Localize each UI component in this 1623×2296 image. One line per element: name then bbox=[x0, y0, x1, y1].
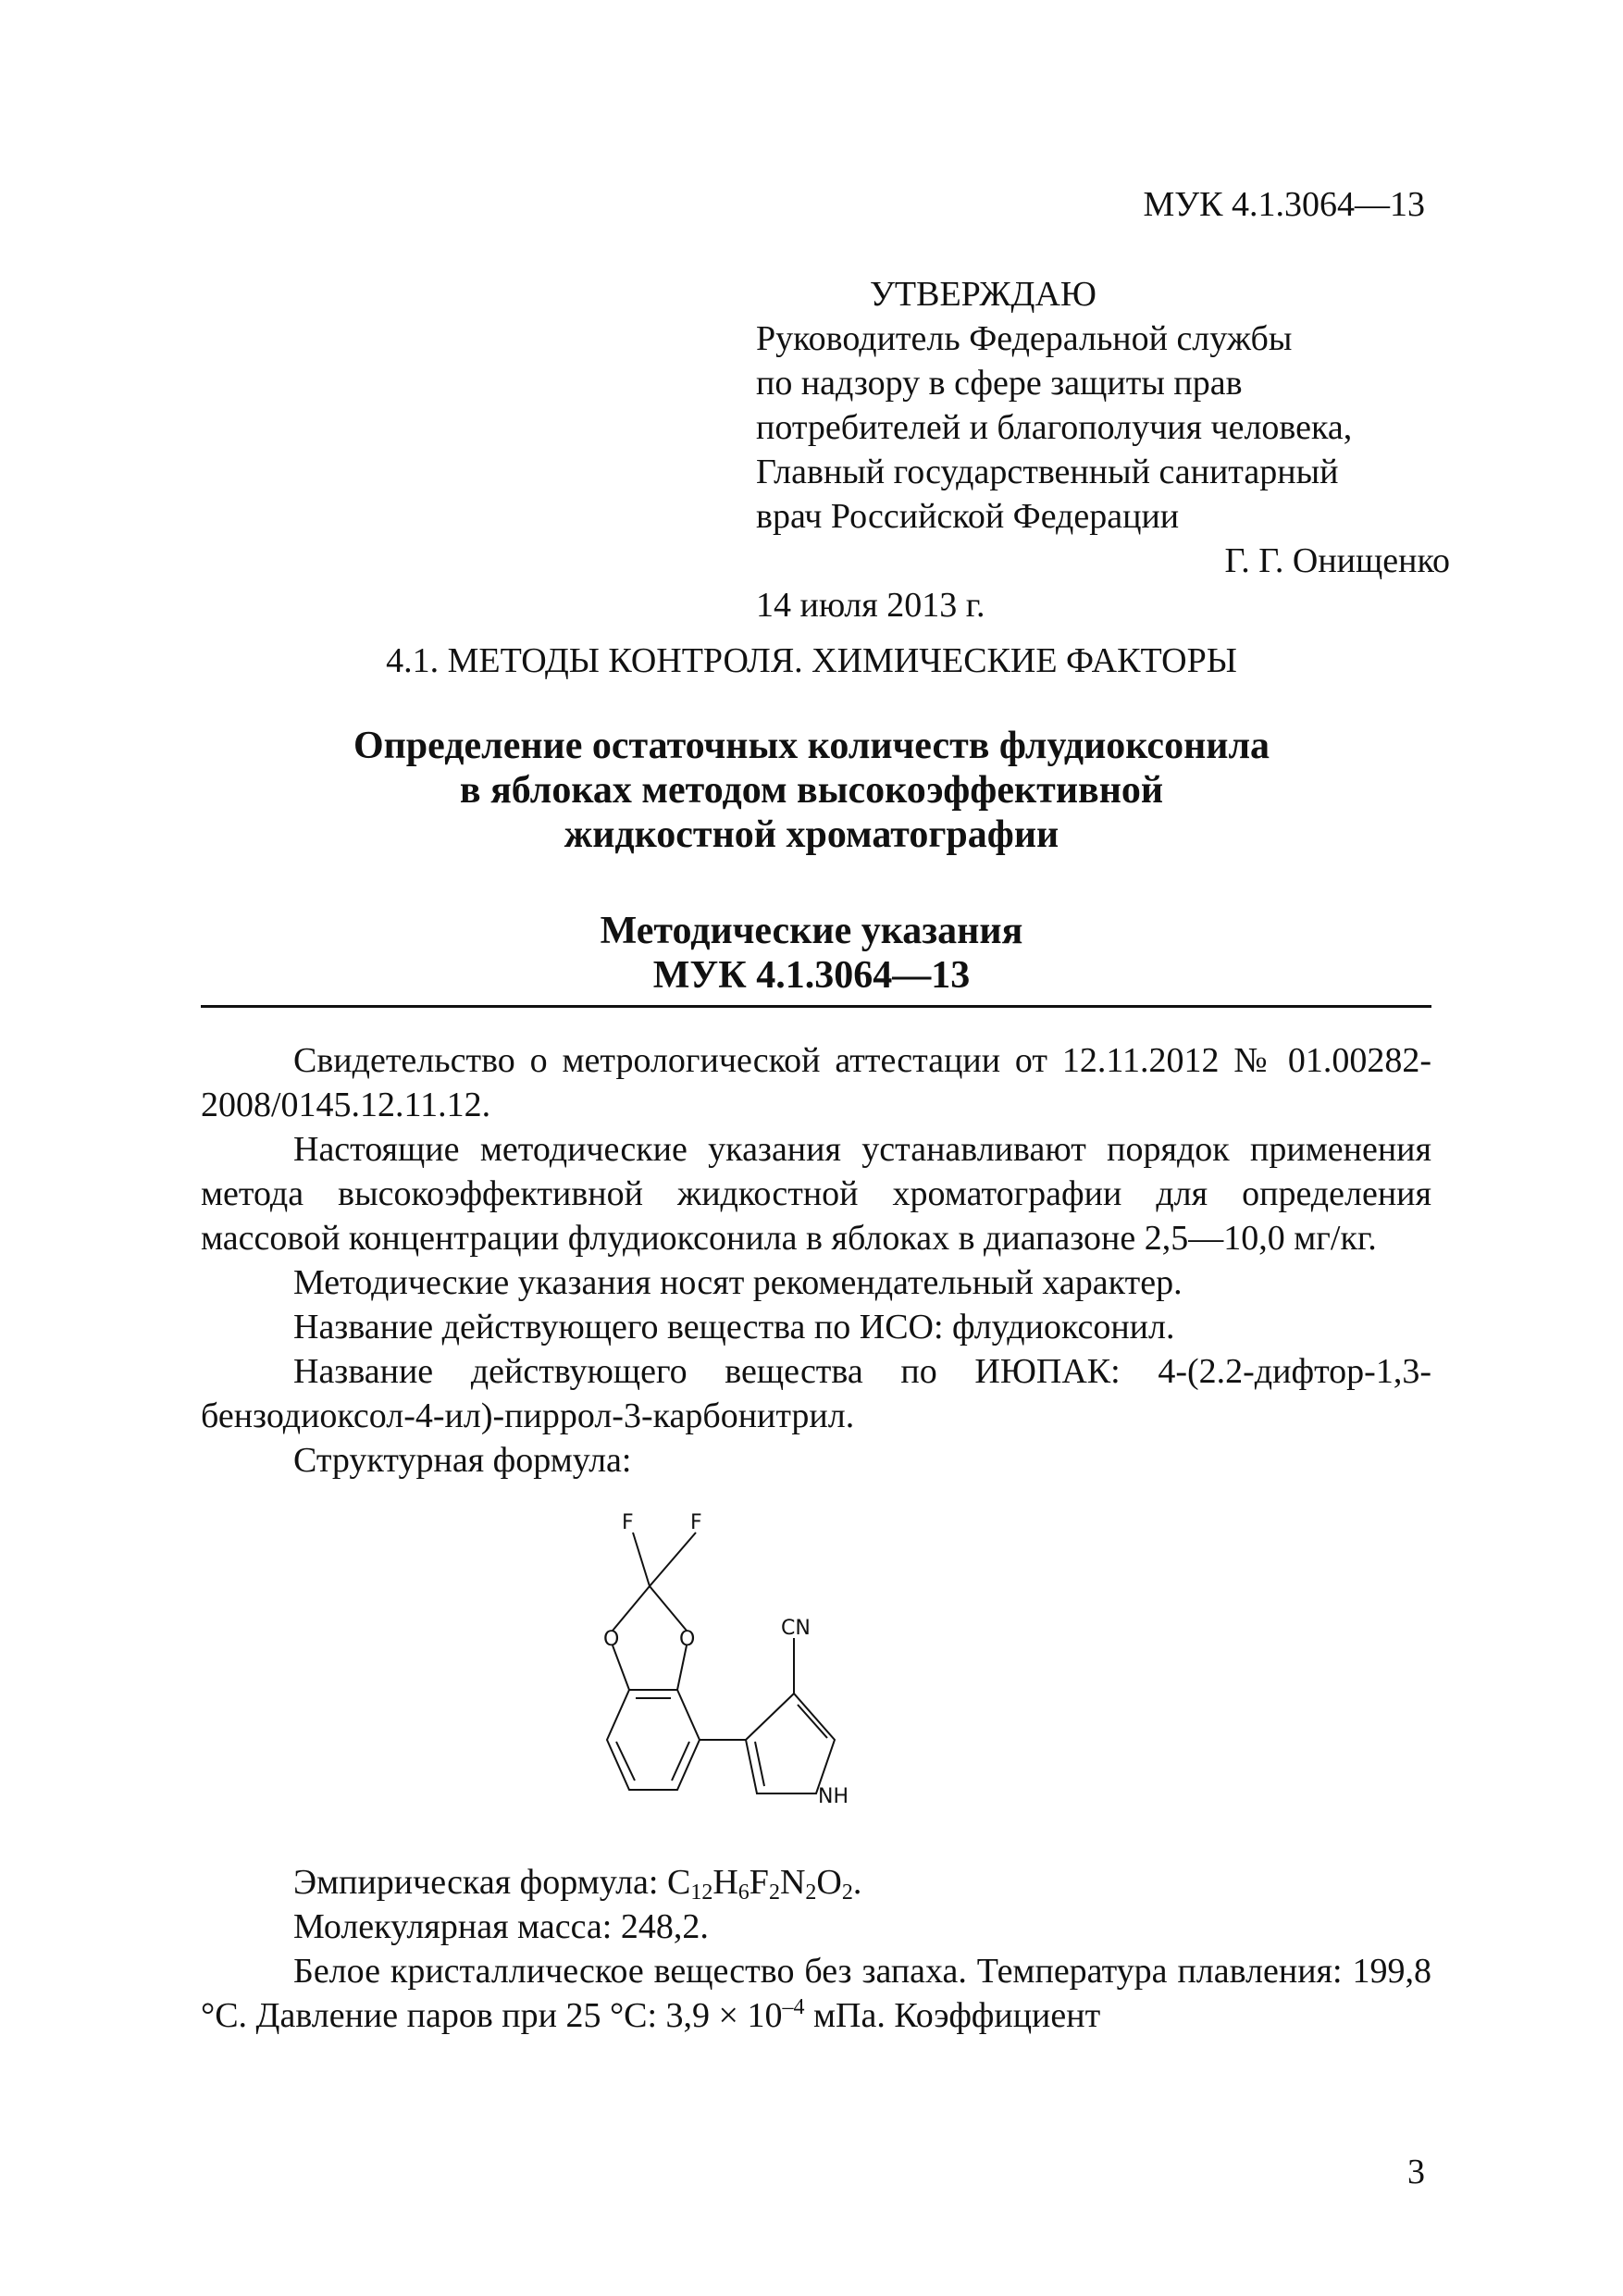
atom-label-f: F bbox=[622, 1511, 634, 1534]
formula-element: C bbox=[666, 1863, 691, 1902]
bond-c-f1 bbox=[633, 1533, 650, 1586]
subtitle-code: МУК 4.1.3064—13 bbox=[652, 954, 971, 997]
paragraph-iupac-name: Название действующего вещества по ИЮПАК: 4-(2.2-дифтор-1,3-бензодиоксол-4-ил)-пиррол-3-карбонитрил. bbox=[201, 1352, 1431, 1435]
document-subtitle bbox=[0, 909, 1623, 998]
paragraph-iso-name: Название действующего вещества по ИСО: флудиоксонил. bbox=[293, 1308, 1175, 1347]
approval-line: потребителей и благополучия человека, bbox=[756, 408, 1353, 447]
formula-element: F bbox=[749, 1863, 769, 1902]
paragraph-properties bbox=[201, 1949, 1431, 2038]
formula-subscript: 12 bbox=[690, 1880, 713, 1905]
formula-element: N bbox=[779, 1863, 806, 1902]
properties-text-end: мПа. Коэффициент bbox=[804, 1996, 1101, 2035]
title-line: Определение остаточных количеств флудиоксонила bbox=[353, 725, 1270, 767]
bond-c-o2 bbox=[650, 1586, 687, 1631]
formula-subscript: 6 bbox=[737, 1880, 750, 1905]
approval-line: по надзору в сфере защиты прав bbox=[756, 364, 1243, 403]
paragraph-structure-label: Структурная формула: bbox=[293, 1441, 632, 1480]
title-line: жидкостной хроматографии bbox=[564, 813, 1059, 856]
exponent: –4 bbox=[782, 1995, 805, 2019]
paragraph-scope: Настоящие методические указания устанавливают порядок применения метода высокоэффективной жидкостной хроматографии для определения массовой концентрации флудиоксонила в яблоках в диапазоне 2,5—10,0 мг/кг. bbox=[201, 1130, 1431, 1258]
paragraph-advisory: Методические указания носят рекомендательный характер. bbox=[293, 1263, 1183, 1302]
formula-end: . bbox=[852, 1863, 862, 1902]
body-text-continued bbox=[201, 1860, 1431, 2038]
atom-label-o: O bbox=[603, 1628, 620, 1651]
benzene-double-bond bbox=[616, 1742, 635, 1781]
atom-label-o: O bbox=[679, 1628, 696, 1651]
pyrrole-double-bond bbox=[798, 1705, 827, 1738]
bond-c-o1 bbox=[613, 1586, 650, 1631]
empirical-label: Эмпирическая формула: bbox=[293, 1863, 667, 1902]
properties-text: Белое кристаллическое вещество без запаха. Температура плавления: 199,8 °С. Давление паров при 25 °С: 3,9 × 10 bbox=[201, 1952, 1431, 2035]
section-heading: 4.1. МЕТОДЫ КОНТРОЛЯ. ХИМИЧЕСКИЕ ФАКТОРЫ bbox=[386, 641, 1237, 680]
group-label-cn: CN bbox=[781, 1617, 811, 1640]
formula-subscript: 2 bbox=[805, 1880, 817, 1905]
body-text bbox=[201, 1038, 1431, 1483]
bond-o1-ring bbox=[613, 1645, 629, 1690]
formula-subscript: 2 bbox=[768, 1880, 780, 1905]
paragraph-empirical-formula bbox=[201, 1860, 1431, 1905]
pyrrole-ring bbox=[746, 1694, 835, 1793]
document-code: МУК 4.1.3064—13 bbox=[1143, 185, 1425, 224]
approval-date: 14 июля 2013 г. bbox=[756, 586, 985, 625]
pyrrole-double-bond bbox=[755, 1742, 764, 1786]
structural-formula bbox=[583, 1508, 1009, 1851]
subtitle-type: Методические указания bbox=[600, 910, 1023, 952]
formula-element: H bbox=[712, 1863, 738, 1902]
formula-subscript: 2 bbox=[841, 1880, 853, 1905]
paragraph-molecular-mass: Молекулярная масса: 248,2. bbox=[293, 1907, 709, 1946]
approval-line: врач Российской Федерации bbox=[756, 497, 1180, 536]
bond-o2-ring bbox=[677, 1645, 687, 1690]
title-divider bbox=[201, 1005, 1431, 1008]
benzene-ring bbox=[607, 1690, 700, 1790]
approval-title: УТВЕРЖДАЮ bbox=[870, 275, 1096, 314]
formula-element: O bbox=[816, 1863, 842, 1902]
page-number: 3 bbox=[1407, 2153, 1425, 2191]
approval-line: Руководитель Федеральной службы bbox=[756, 319, 1293, 358]
approval-line: Главный государственный санитарный bbox=[756, 453, 1339, 491]
atom-label-f: F bbox=[690, 1511, 702, 1534]
title-line: в яблоках методом высокоэффективной bbox=[459, 769, 1164, 812]
paragraph-certificate: Свидетельство о метрологической аттестации от 12.11.2012 № 01.00282-2008/0145.12.11.12. bbox=[201, 1041, 1431, 1124]
document-title bbox=[0, 724, 1623, 857]
approval-signer: Г. Г. Онищенко bbox=[1224, 541, 1450, 580]
group-label-nh: NH bbox=[818, 1785, 849, 1808]
benzene-double-bond bbox=[672, 1742, 689, 1781]
approval-block bbox=[756, 272, 1459, 627]
bond-c-f2 bbox=[650, 1533, 696, 1586]
